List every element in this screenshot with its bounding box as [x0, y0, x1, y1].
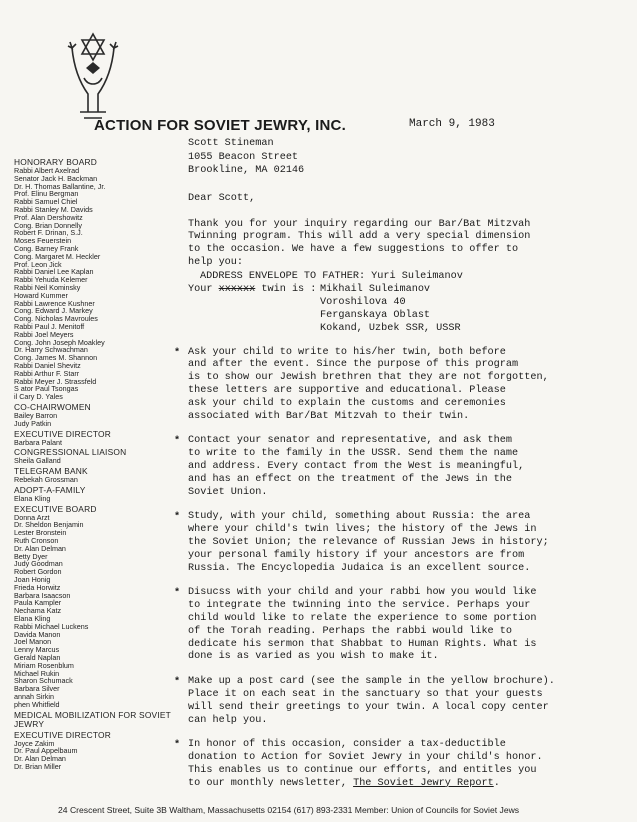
suggestion-line-text: these letters are supportive and educational. Please — [188, 385, 506, 397]
suggestion-line-text: Ask your child to write to his/her twin, both before — [188, 346, 506, 358]
suggestion-line-text: In honor of this occasion, consider a tax-deductible — [188, 739, 506, 751]
suggestion-line — [188, 613, 536, 626]
sidebar-member-name: Howard Kummer — [14, 290, 68, 300]
suggestion-line — [188, 398, 549, 411]
suggestion-line — [188, 474, 524, 487]
suggestion-line-text: child would like to relate the experience to some portion — [188, 613, 537, 625]
sidebar-member-name: Sheila Galland — [14, 456, 61, 466]
suggestion-line-text: will send their greetings to your twin. A local copy center — [188, 701, 549, 713]
sidebar-member-name: Dr. Sheldon Benjamin — [14, 520, 84, 530]
suggestion-line-text: Study, with your child, something about Russia: the area — [188, 511, 531, 523]
sidebar-member-name: Sharon Schumack — [14, 676, 73, 686]
sidebar-member-name: il Cary D. Yales — [14, 392, 63, 402]
sidebar-member-name: Joan Honig — [14, 575, 51, 585]
suggestion-line — [188, 347, 549, 360]
sidebar-member-name: Rabbi Joel Meyers — [14, 329, 74, 339]
letter-date: March 9, 1983 — [409, 118, 495, 130]
twin-address — [320, 283, 461, 335]
sidebar-member-name: Dr. Brian Miller — [14, 762, 62, 771]
sidebar-member-name: Rabbi Albert Axelrad — [14, 166, 80, 175]
suggestion-line-text: the Soviet Union; the relevance of Russian Jews in history; — [188, 537, 549, 549]
sidebar-member-name: Robert F. Drinan, S.J. — [14, 228, 83, 238]
twin-label-suffix: twin is : — [255, 283, 317, 295]
sidebar-member-name: Cong. John Joseph Moakley — [14, 337, 105, 347]
salutation: Dear Scott, — [188, 192, 256, 204]
recipient-city: Brookline, MA 02146 — [188, 165, 305, 176]
organization-logo — [58, 28, 128, 120]
suggestion-item — [174, 739, 614, 790]
sidebar-member-name: Lester Bronstein — [14, 528, 67, 538]
suggestion-item — [174, 511, 614, 575]
sidebar-section-heading: ADOPT-A-FAMILY — [14, 484, 86, 495]
twin-info — [188, 270, 628, 335]
sidebar-section-heading: EXECUTIVE DIRECTOR — [14, 428, 111, 439]
suggestion-text — [188, 739, 543, 790]
suggestion-line-text: to write to the family in the USSR. Send them the name — [188, 448, 519, 460]
letterhead-sidebar — [14, 156, 174, 771]
suggestion-line-text: where your child's twin lives; the history of the Jews in — [188, 524, 537, 536]
suggestion-line-text: of the Torah reading. Perhaps the rabbi would like to — [188, 625, 513, 637]
sidebar-section-heading: HONORARY BOARD — [14, 157, 97, 167]
suggestion-text — [188, 511, 549, 575]
suggestion-line — [188, 765, 543, 778]
sidebar-member-name: Prof. Leon Jick — [14, 259, 62, 269]
sidebar-section-heading: EXECUTIVE DIRECTOR — [14, 729, 111, 740]
sentence-end: . — [493, 777, 500, 789]
suggestion-line — [188, 752, 543, 765]
sidebar-member-name: Rabbi Michael Luckens — [14, 621, 89, 631]
sidebar-member-name: Cong. Barney Frank — [14, 243, 79, 253]
sidebar-member-name: Joel Manon — [14, 637, 52, 647]
suggestion-line-text: is to show our Jewish brethren that they are not forgotten, — [188, 372, 549, 384]
suggestion-item — [174, 587, 614, 664]
suggestion-line-text: This enables us to continue our efforts, and entitles you — [188, 765, 537, 776]
suggestion-item — [174, 435, 614, 499]
suggestion-line — [188, 651, 536, 664]
sidebar-member-name: Michael Rukin — [14, 668, 60, 678]
suggestion-line — [188, 600, 536, 613]
sidebar-member-name: Rabbi Lawrence Kushner — [14, 298, 95, 308]
suggestion-line — [188, 702, 555, 715]
suggestion-line — [188, 563, 549, 576]
suggestion-line-text: and after the event. Since the purpose of this program — [188, 359, 519, 371]
twin-label — [188, 283, 320, 335]
suggestion-text — [188, 587, 536, 664]
sidebar-member-name: Barbara Silver — [14, 684, 60, 694]
suggestion-line — [188, 511, 549, 524]
sidebar-member-name: Moses Feuerstein — [14, 236, 72, 246]
sidebar-member-name: Prof. Alan Dershowitz — [14, 212, 83, 222]
suggestion-line — [188, 487, 524, 500]
suggestion-line — [188, 461, 524, 474]
suggestion-line-text: Soviet Union. — [188, 486, 268, 498]
suggestion-line — [188, 778, 543, 791]
suggestion-item — [174, 676, 614, 727]
sidebar-member-name: Senator Jack H. Backman — [14, 173, 98, 183]
twin-region: Ferganskaya Oblast — [320, 309, 431, 321]
sidebar-section-heading: CONGRESSIONAL LIAISON — [14, 447, 127, 458]
envelope-instruction: ADDRESS ENVELOPE TO FATHER: Yuri Suleimanov — [200, 270, 463, 282]
twin-name: Mikhail Suleimanov — [320, 283, 431, 295]
suggestion-line-text: ask your child to explain the customs and ceremonies — [188, 397, 506, 409]
twin-label-prefix: Your — [188, 283, 219, 295]
sidebar-member-name: Cong. Nicholas Mavroules — [14, 314, 98, 324]
sidebar-member-name: Dr. Alan Delman — [14, 754, 66, 764]
suggestion-line-text: donation to Action for Soviet Jewry in your child's honor. — [188, 752, 543, 764]
suggestion-text — [188, 435, 524, 499]
suggestion-line-text: dedicate his sermon that Shabbat to Human Rights. What is — [188, 638, 537, 650]
suggestion-line — [188, 359, 549, 372]
sidebar-member-name: Rabbi Arthur F. Starr — [14, 368, 80, 378]
intro-paragraph — [188, 219, 628, 270]
suggestion-line-text: associated with Bar/Bat Mitzvah to their twin. — [188, 410, 470, 422]
sidebar-member-name: Robert Gordon — [14, 567, 62, 577]
sidebar-member-name: Betty Dyer — [14, 551, 48, 561]
suggestion-line-text: can help you. — [188, 714, 268, 726]
suggestion-line-text: and address. Every contact from the West is meaningful, — [188, 461, 525, 473]
twin-city: Kokand, Uzbek SSR, USSR — [320, 322, 461, 334]
suggestion-line-text: and has an effect on the treatment of the Jews in the — [188, 473, 513, 485]
sidebar-member-name: Rabbi Yehuda Kelemer — [14, 275, 88, 285]
suggestion-line-text: Contact your senator and representative, and ask them — [188, 435, 513, 447]
suggestion-item — [174, 347, 614, 424]
suggestion-line — [188, 537, 549, 550]
suggestion-line-text: Russia. The Encyclopedia Judaica is an excellent source. — [188, 562, 531, 574]
recipient-street: 1055 Beacon Street — [188, 151, 299, 163]
sidebar-section-heading: CO-CHAIRWOMEN — [14, 401, 91, 412]
suggestion-line — [188, 524, 549, 537]
sidebar-member-name: S ator Paul Tsongas — [14, 384, 79, 394]
recipient-name: Scott Stineman — [188, 138, 274, 149]
struck-text: xxxxxx — [218, 283, 256, 295]
sidebar-member-name: Cong. Brian Donnelly — [14, 220, 82, 230]
suggestion-line — [188, 385, 549, 398]
suggestion-line — [188, 639, 536, 652]
sidebar-member-name: Rabbi Meyer J. Strassfeld — [14, 376, 97, 386]
sidebar-member-name: Barbara Isaacson — [14, 590, 71, 600]
intro-line: to the occasion. We have a few suggestions to offer to — [188, 244, 519, 256]
sidebar-member-name: Elana Kling — [14, 493, 51, 503]
suggestion-line-text: to our monthly newsletter, — [188, 777, 354, 789]
suggestion-line-text: Make up a post card (see the sample in the yellow brochure). — [188, 676, 555, 688]
sidebar-member-name: Frieda Horwitz — [14, 582, 61, 592]
twin-row — [188, 283, 628, 335]
sidebar-member-name: Dr. Paul Appelbaum — [14, 746, 78, 756]
intro-line: Twinning program. This will add a very special dimension — [188, 231, 531, 243]
suggestion-line — [188, 676, 555, 689]
twin-street: Voroshilova 40 — [320, 296, 406, 308]
organization-name: ACTION FOR SOVIET JEWRY, INC. — [94, 117, 346, 134]
sidebar-member-name: Dr. H. Thomas Ballantine, Jr. — [14, 181, 106, 191]
sidebar-member-name: annah Sirkin — [14, 692, 54, 702]
sidebar-member-name: Nechama Katz — [14, 606, 62, 616]
sidebar-member-name: Cong. Edward J. Markey — [14, 306, 93, 316]
sidebar-member-name: Lenny Marcus — [14, 645, 60, 655]
sidebar-section-heading: TELEGRAM BANK — [14, 466, 88, 477]
asterisk-bullet-icon: * — [174, 436, 181, 448]
sidebar-member-name: Cong. James M. Shannon — [14, 353, 98, 363]
intro-line: help you: — [188, 256, 244, 268]
suggestion-line — [188, 435, 524, 448]
suggestion-line — [188, 448, 524, 461]
suggestion-line-text: Disucss with your child and your rabbi how you would like — [188, 587, 537, 599]
sidebar-section-heading: MEDICAL MOBILIZATION FOR SOVIET JEWRY — [14, 709, 171, 729]
sidebar-member-name: Paula Kampler — [14, 598, 62, 608]
suggestion-line — [188, 715, 555, 728]
asterisk-bullet-icon: * — [174, 347, 181, 359]
recipient-address — [188, 137, 628, 178]
suggestion-line — [188, 411, 549, 424]
sidebar-member-name: Rabbi Paul J. Menitoff — [14, 321, 85, 331]
suggestion-line — [188, 587, 536, 600]
sidebar-member-name: Judy Patkin — [14, 418, 52, 428]
sidebar-member-name: Joyce Zakim — [14, 738, 55, 748]
suggestion-line — [188, 550, 549, 563]
sidebar-member-name: Davida Manon — [14, 629, 61, 639]
letter-body — [174, 137, 628, 791]
sidebar-member-name: Rabbi Daniel Lee Kaplan — [14, 267, 94, 277]
suggestion-line — [188, 689, 555, 702]
sidebar-member-name: phen Whitfield — [14, 699, 60, 709]
sidebar-member-name: Rabbi Daniel Shevitz — [14, 360, 81, 370]
suggestion-line-text: Place it on each seat in the sanctuary so that your guests — [188, 689, 543, 701]
sidebar-member-name: Rabbi Samuel Chiel — [14, 197, 78, 207]
suggestion-list — [174, 346, 628, 791]
sidebar-member-name: Prof. Elinu Bergman — [14, 189, 79, 199]
intro-line: Thank you for your inquiry regarding our Bar/Bat Mitzvah — [188, 218, 531, 230]
sidebar-member-name: Rabbi Neil Kominsky — [14, 282, 81, 292]
sidebar-member-name: Dr. Alan Delman — [14, 543, 66, 553]
sidebar-member-name: Judy Goodman — [14, 559, 63, 569]
suggestion-line — [188, 372, 549, 385]
suggestion-text — [188, 676, 555, 727]
asterisk-bullet-icon: * — [174, 512, 181, 524]
sidebar-member-name: Cong. Margaret M. Heckler — [14, 251, 101, 261]
suggestion-line — [188, 626, 536, 639]
sidebar-member-name: Miriam Rosenblum — [14, 660, 74, 670]
sidebar-member-name: Ruth Cronson — [14, 536, 59, 546]
sidebar-member-name: Elana Kling — [14, 614, 51, 624]
asterisk-bullet-icon: * — [174, 588, 181, 600]
sidebar-member-name: Gerald Naplan — [14, 653, 61, 663]
sidebar-member-name: Rabbi Stanley M. Davids — [14, 204, 93, 214]
suggestion-line-text: to integrate the twinning into the service. Perhaps your — [188, 600, 531, 612]
sidebar-member-name: Donna Arzt — [14, 512, 50, 522]
sidebar-member-name: Rebekah Grossman — [14, 475, 78, 485]
suggestion-line — [188, 739, 543, 752]
suggestion-text — [188, 347, 549, 424]
asterisk-bullet-icon: * — [174, 677, 181, 689]
newsletter-title: The Soviet Jewry Report — [353, 777, 494, 789]
sidebar-member-name: Dr. Harry Schwachman — [14, 345, 88, 355]
sidebar-member-name: Barbara Palant — [14, 437, 62, 447]
sidebar-member-name: Bailey Barron — [14, 410, 58, 420]
letterhead-footer: 24 Crescent Street, Suite 3B Waltham, Massachusetts 02154 (617) 893-2331 Member: Union of Councils for Soviet Jews — [58, 805, 520, 815]
sidebar-section-heading: EXECUTIVE BOARD — [14, 503, 97, 514]
suggestion-line-text: done is as varied as you wish to make it. — [188, 651, 439, 663]
suggestion-line-text: your personal family history if your ancestors are from — [188, 549, 525, 561]
asterisk-bullet-icon: * — [174, 740, 181, 752]
